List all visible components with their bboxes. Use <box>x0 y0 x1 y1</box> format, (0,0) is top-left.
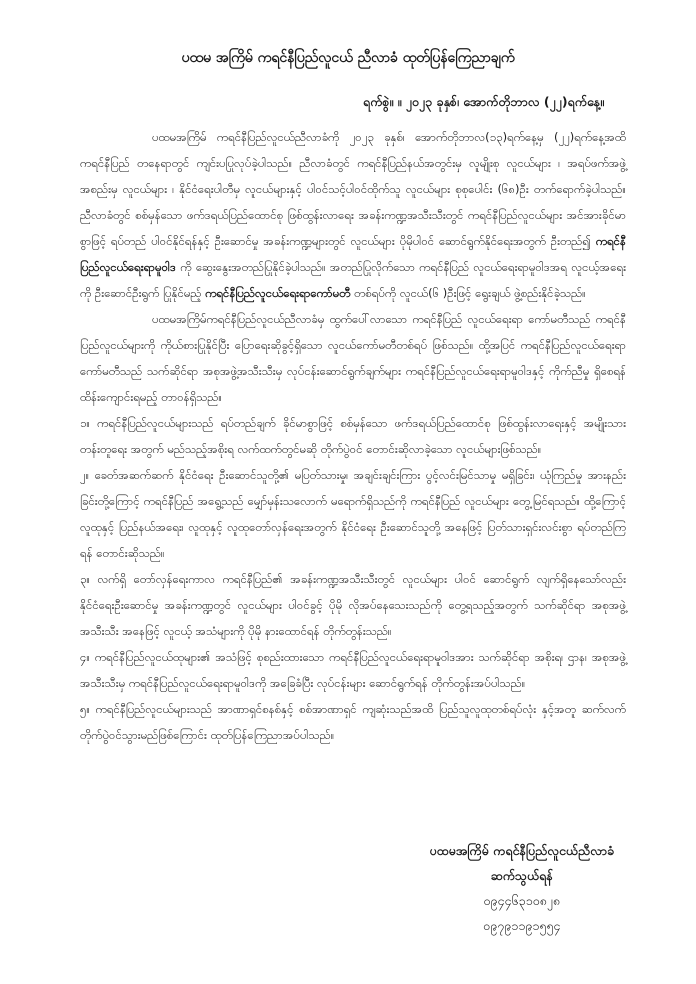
committee-name: ကရင်နီပြည်လူငယ်ရေးရာကော်မတီ <box>205 286 351 300</box>
paragraph-committee: ပထမအကြိမ်ကရင်နီပြည်လူငယ်ညီလာခံမှ ထွက်ပေါ်လာသော ကရင်နီပြည် လူငယ်ရေးရာ ကော်မတီသည် ကရင်နီပြည်လူငယ်များကို ကိုယ်စားပြုနိုင်ပြီး ပြောရေးဆိုခွင့်ရှိသော လူငယ်ကော်မတီတစ်ရပ် ဖြစ်သည်။ ထို့အပြင် ကရင်နီပြည်လူငယ်ရေးရာကော်မတီသည် သက်ဆိုင်ရာ အစုအဖွဲ့အသီးသီးမှ လုပ်ငန်းဆောင်ရွက်ချက်များ ကရင်နီပြည်လူငယ်ရေးရာမူဝါဒနှင့် ကိုက်ညီမှု ရှိစေရန် ထိန်းကျောင်းရမည့် တာဝန်ရှိသည်။ <box>80 312 626 404</box>
intro-text-b: ကို ဆွေးနွေးအတည်ပြုနိုင်ခဲ့ပါသည်။ အတည်ပြုလိုက်သော ကရင်နီပြည် လူငယ်ရေးရာမူဝါဒအရ လူငယ့်အရေးကို ဦးဆောင်ဦးရွက် ပြုနိုင်မည့် <box>80 260 626 300</box>
list-item-2: ၂။ ခေတ်အဆက်ဆက် နိုင်ငံရေး ဦးဆောင်သူတို့၏ မပြတ်သားမှု၊ အချင်းချင်းကြား ပွင့်လင်းမြင်သာမှု မရှိခြင်း၊ ယုံကြည်မှု အားနည်းခြင်းတို့ကြောင့် ကရင်နီပြည် အရွေ့သည် မျှော်မှန်းသလောက် မရောက်ရှိသည်ကို ကရင်နီပြည် လူငယ်များ တွေ့မြင်ရသည်။ ထို့ကြောင့် လူထုနှင့် ပြည်နယ်အရေး၊ လူထုနှင့် လူထုတော်လှန်ရေးအတွက် နိုင်ငံရေး ဦးဆောင်သူတို့ အနေဖြင့် ပြတ်သားရှင်းလင်းစွာ ရပ်တည်ကြရန် တောင်းဆိုသည်။ <box>80 468 626 560</box>
paragraph-intro <box>80 124 626 306</box>
intro-text-a: ပထမအကြိမ် ကရင်နီပြည်လူငယ်ညီလာခံကို ၂၀၂၃ ခုနှစ်၊ အောက်တိုဘာလ(၁၃)ရက်နေ့မှ (၂၂)ရက်နေ့အထိ ကရင်နီပြည် တနေရာတွင် ကျင်းပပြုလုပ်ခဲ့ပါသည်။ ညီလာခံတွင် ကရင်နီပြည်နယ်အတွင်းမှ လူမျိုးစု လူငယ်များ ၊ အရပ်ဖက်အဖွဲ့အစည်းမှ လူငယ်များ ၊ နိုင်ငံရေးပါတီမှ လူငယ်များနှင့် ပါဝင်သင့်ပါဝင်ထိုက်သူ လူငယ်များ စုစုပေါင်း (၆၈)ဦး တက်ရောက်ခဲ့ပါသည်။ ညီလာခံတွင် စစ်မှန်သော ဖက်ဒရယ်ပြည်ထောင်စု ဖြစ်ထွန်းလာရေး အခန်းကဏ္ဍအသီးသီးတွင် ကရင်နီပြည်လူငယ်များ အင်အားခိုင်မာစွာဖြင့် ရပ်တည် ပါဝင်နိုင်ရန်နှင့် ဦးဆောင်မှု အခန်းကဏ္ဍများတွင် လူငယ်များ ပိုမိုပါဝင် ဆောင်ရွက်နိုင်ရေးအတွက် ဦးတည်၍ <box>80 130 626 248</box>
signature-block <box>429 838 614 938</box>
document-date: ရက်စွဲ။ ။ ၂၀၂၃ ခုနှစ်၊ အောက်တိုဘာလ (၂၂)ရက်နေ့။ <box>363 94 604 109</box>
list-item-1: ၁။ ကရင်နီပြည်လူငယ်များသည် ရပ်တည်ချက် ခိုင်မာစွာဖြင့် စစ်မှန်သော ဖက်ဒရယ်ပြည်ထောင်စု ဖြစ်ထွန်းလာရေးနှင့် အမျိုးသားတန်းတူရေး အတွက် မည်သည့်အစိုးရ လက်ထက်တွင်မဆို တိုက်ပွဲဝင် တောင်းဆိုလာခဲ့သော လူငယ်များဖြစ်သည်။ <box>80 416 626 456</box>
list-item-4: ၄။ ကရင်နီပြည်လူငယ်ထုများ၏ အသံဖြင့် စုစည်းထားသော ကရင်နီပြည်လူငယ်ရေးရာမူဝါဒအား သက်ဆိုင်ရာ အစိုးရ၊ ဌာန၊ အစုအဖွဲ့ အသီးသီးမှ ကရင်နီပြည်လူငယ်ရေးရာမူဝါဒကို အခြေခံပြီး လုပ်ငန်းများ ဆောင်ရွက်ရန် တိုက်တွန်းအပ်ပါသည်။ <box>80 650 626 690</box>
document-body <box>80 124 626 748</box>
contact-label: ဆက်သွယ်ရန် <box>490 868 553 883</box>
list-item-5: ၅။ ကရင်နီပြည်လူငယ်များသည် အာဏာရှင်စနစ်နှင့် စစ်အာဏာရှင် ကျဆုံးသည်အထိ ပြည်သူလူထုတစ်ရပ်လုံး နှင့်အတူ ဆက်လက်တိုက်ပွဲဝင်သွားမည်ဖြစ်ကြောင်း ထုတ်ပြန်ကြေညာအပ်ပါသည်။ <box>80 702 626 742</box>
intro-text-c: တစ်ရပ်ကို လူငယ်(၆ )ဦးဖြင့် ရွေးချယ် ဖွဲ့စည်းနိုင်ခဲ့သည်။ <box>354 286 586 300</box>
policy-name: ကရင်နီပြည်လူငယ်ရေးရာမူဝါဒ <box>80 234 626 274</box>
signature-org: ပထမအကြိမ် ကရင်နီပြည်လူငယ်ညီလာခံ <box>429 843 614 858</box>
phone-number-2: ၀၉၇၉၁၁၉၁၅၅၄ <box>483 918 561 933</box>
phone-number-1: ၀၉၄၄၆၃၁၀၈၂၈ <box>483 893 561 908</box>
document-title: ပထမ အကြိမ် ကရင်နီပြည်လူငယ် ညီလာခံ ထုတ်ပြန်ကြေညာချက် <box>181 50 515 66</box>
list-item-3: ၃။ လက်ရှိ တော်လှန်ရေးကာလ ကရင်နီပြည်၏ အခန်းကဏ္ဍအသီးသီးတွင် လူငယ်များ ပါဝင် ဆောင်ရွက် လျက်ရှိနေသော်လည်း နိုင်ငံရေးဦးဆောင်မှု အခန်းကဏ္ဍတွင် လူငယ်များ ပါဝင်ခွင့် ပိုမို လိုအပ်နေသေးသည်ကို တွေ့ရသည့်အတွက် သက်ဆိုင်ရာ အစုအဖွဲ့အသီးသီး အနေဖြင့် လူငယ့် အသံများကို ပိုမို နားထောင်ရန် တိုက်တွန်းသည်။ <box>80 572 626 638</box>
